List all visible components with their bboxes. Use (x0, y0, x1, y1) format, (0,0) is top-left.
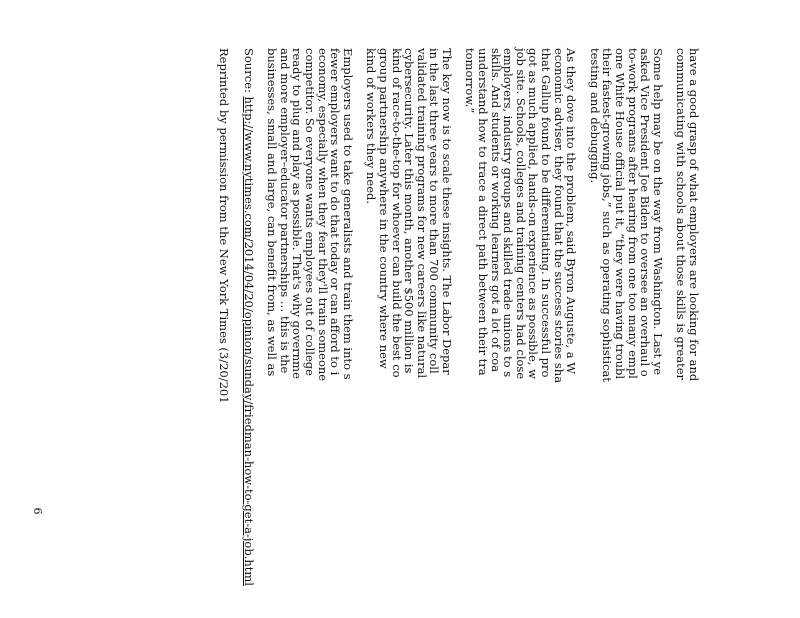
paragraph (266, 48, 354, 618)
text-line: ready to plug and play as possible. That's why governme (290, 48, 305, 379)
text-line: kind of workers they need. (364, 48, 379, 205)
rotated-text-block (180, 48, 700, 618)
text-line: one White House official put it, “they were having troubl (613, 48, 628, 380)
text-line: group partnership anywhere in the country where new (376, 48, 391, 369)
text-line: fewer employers want to do that today or can afford to i (328, 48, 343, 376)
paragraph (588, 48, 664, 618)
paragraph (464, 48, 577, 618)
text-line: tomorrow.” (463, 48, 478, 114)
paragraph (675, 48, 700, 618)
text-line: As they dove into the problem, said Byron Auguste, a W (564, 48, 579, 375)
page-number: 6 (31, 507, 44, 515)
text-line: asked Vice President Joe Biden to oversee an overhaul o (638, 48, 653, 377)
text-line: Some help may be on the way from Washington. Last ye (650, 48, 665, 376)
source-label: Source: (241, 48, 256, 97)
text-line: The key now is to scale these insights. The Labor Depar (439, 48, 454, 375)
text-line: economy, especially when they fear they'll train someone (315, 48, 330, 382)
text-line: economic adviser, they found that the success stories sha (551, 48, 566, 384)
source-link[interactable]: http://www.nytimes.com/2014/04/20/opinion/sunday/friedman-how-to-get-a-job.html (241, 96, 256, 586)
reprint-credit: Reprinted by permission from the New York Times (3/20/201 (217, 48, 231, 404)
text-line: employers, industry groups and skilled trade unions to s (501, 48, 516, 378)
paragraph (365, 48, 453, 618)
text-line: to-work programs after hearing from one too many empl (625, 48, 640, 379)
text-line: skills. And students or working learners got a lot of coa (488, 48, 503, 373)
text-line: cybersecurity. Later this month, another $500 million is (402, 48, 417, 374)
text-line: that Gallup found to be differentiating. In successful pro (539, 48, 554, 378)
text-line: in the last three years to more than 700 community coll (427, 48, 442, 374)
text-line: have a good grasp of what employers are looking for and (687, 48, 701, 382)
text-line: got as much applied, hands-on experience as possible, w (526, 48, 541, 379)
text-line: understand how to trace a direct path between their tra (476, 48, 491, 376)
text-line: communicating with schools about those skills is greater (674, 48, 689, 381)
text-line: competitor. So everyone wants employees out of college (302, 48, 317, 376)
source-line (242, 48, 255, 618)
text-line: businesses, small and large, can benefit from, as well as (265, 48, 280, 377)
article-body (266, 48, 700, 618)
text-line: testing and debugging. (587, 48, 602, 184)
text-line: Employers used to take generalists and train them into s (340, 48, 355, 380)
text-line: and more employer–educator partnerships … this is the (277, 48, 292, 374)
text-line: job site. Schools, colleges and training centers had close (513, 48, 528, 380)
text-line: kind of race-to-the-top for whoever can build the best co (389, 48, 404, 378)
text-line: their fastest-growing jobs,” such as operating sophisticat (600, 48, 615, 382)
text-line: validated training programs for new careers like natural (414, 48, 429, 379)
